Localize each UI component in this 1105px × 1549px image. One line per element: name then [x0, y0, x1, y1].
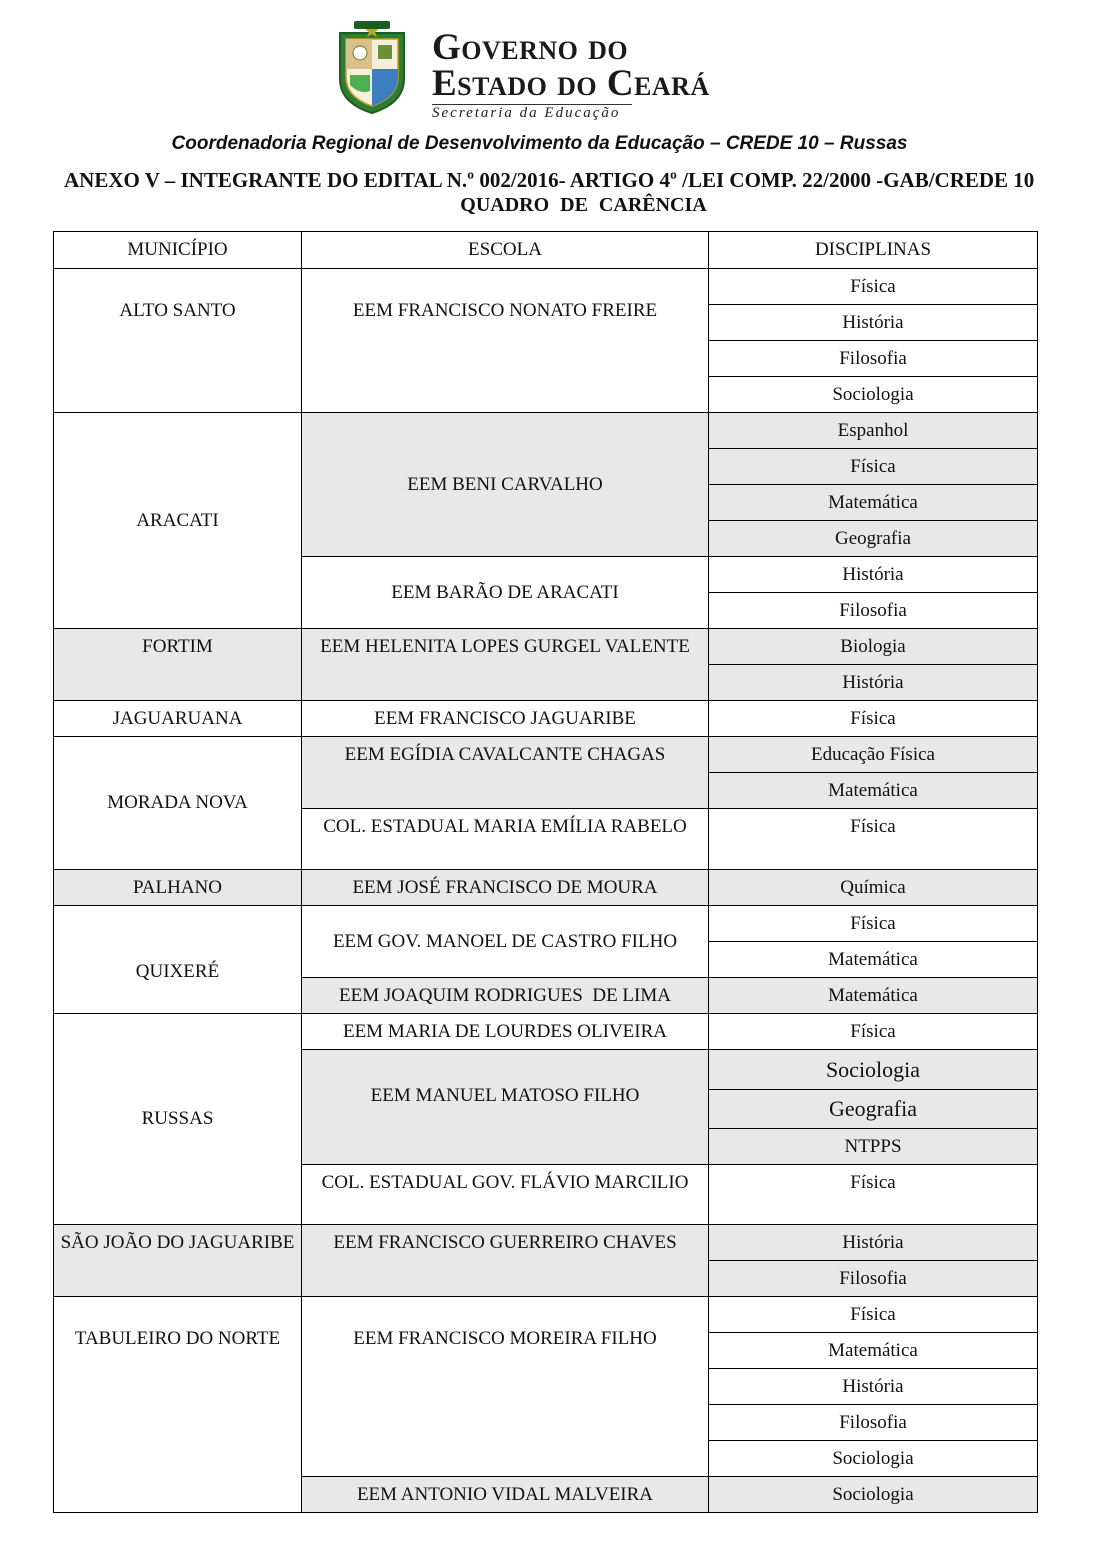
escola-cell: EEM FRANCISCO MOREIRA FILHO	[302, 1297, 709, 1477]
disciplina-cell: NTPPS	[709, 1129, 1038, 1165]
table-row	[54, 1014, 1038, 1050]
escola-cell: EEM FRANCISCO JAGUARIBE	[302, 701, 709, 737]
disciplina-cell: História	[709, 305, 1038, 341]
municipio-cell: ALTO SANTO	[54, 269, 302, 413]
disciplina-cell: Química	[709, 870, 1038, 906]
municipio-cell: SÃO JOÃO DO JAGUARIBE	[54, 1225, 302, 1297]
disciplina-cell: História	[709, 1369, 1038, 1405]
disciplina-cell: Matemática	[709, 773, 1038, 809]
table-header-row	[54, 232, 1038, 269]
carencia-table	[53, 231, 1038, 1513]
state-crest-icon	[336, 19, 408, 115]
quadro-title: QUADRO DE CARÊNCIA	[460, 194, 707, 216]
table-row	[54, 413, 1038, 449]
escola-cell: EEM JOAQUIM RODRIGUES DE LIMA	[302, 978, 709, 1014]
escola-cell: EEM HELENITA LOPES GURGEL VALENTE	[302, 629, 709, 701]
disciplina-cell: Matemática	[709, 485, 1038, 521]
disciplina-cell: Educação Física	[709, 737, 1038, 773]
escola-cell: EEM ANTONIO VIDAL MALVEIRA	[302, 1477, 709, 1513]
escola-cell: EEM MARIA DE LOURDES OLIVEIRA	[302, 1014, 709, 1050]
document-header	[0, 0, 1105, 230]
disciplina-cell: Geografia	[709, 521, 1038, 557]
disciplina-cell: Matemática	[709, 942, 1038, 978]
disciplina-cell: Física	[709, 1014, 1038, 1050]
disciplina-cell: Filosofia	[709, 1261, 1038, 1297]
disciplina-cell: Física	[709, 1297, 1038, 1333]
table-row	[54, 870, 1038, 906]
disciplina-cell: Espanhol	[709, 413, 1038, 449]
disciplina-cell: Física	[709, 809, 1038, 870]
disciplina-cell: Matemática	[709, 1333, 1038, 1369]
column-header-disciplinas: DISCIPLINAS	[709, 232, 1038, 269]
disciplina-cell: Sociologia	[709, 1477, 1038, 1513]
table-row	[54, 1225, 1038, 1261]
escola-cell: COL. ESTADUAL GOV. FLÁVIO MARCILIO	[302, 1165, 709, 1225]
disciplina-cell: Física	[709, 269, 1038, 305]
disciplina-cell: Filosofia	[709, 1405, 1038, 1441]
government-title-block	[432, 27, 710, 122]
municipio-cell: RUSSAS	[54, 1014, 302, 1225]
table-row	[54, 1297, 1038, 1333]
table-row	[54, 629, 1038, 665]
municipio-cell: TABULEIRO DO NORTE	[54, 1297, 302, 1513]
disciplina-cell: História	[709, 1225, 1038, 1261]
column-header-municipio: MUNICÍPIO	[54, 232, 302, 269]
disciplina-cell: Física	[709, 906, 1038, 942]
municipio-cell: PALHANO	[54, 870, 302, 906]
disciplina-cell: História	[709, 557, 1038, 593]
table-row	[54, 737, 1038, 773]
disciplina-cell: Física	[709, 1165, 1038, 1225]
escola-cell: EEM BARÃO DE ARACATI	[302, 557, 709, 629]
anexo-title: ANEXO V – INTEGRANTE DO EDITAL N.º 002/2016- ARTIGO 4º /LEI COMP. 22/2000 -GAB/CREDE 10	[64, 168, 1035, 192]
disciplina-cell: Física	[709, 701, 1038, 737]
disciplina-cell: Sociologia	[709, 1050, 1038, 1090]
table-row	[54, 906, 1038, 942]
secretaria-label: Secretaria da Educação	[432, 104, 632, 122]
column-header-escola: ESCOLA	[302, 232, 709, 269]
municipio-cell: FORTIM	[54, 629, 302, 701]
municipio-cell: QUIXERÉ	[54, 906, 302, 1014]
escola-cell: EEM MANUEL MATOSO FILHO	[302, 1050, 709, 1165]
municipio-cell: JAGUARUANA	[54, 701, 302, 737]
government-title-line1: Governo do	[432, 27, 629, 68]
escola-cell: EEM EGÍDIA CAVALCANTE CHAGAS	[302, 737, 709, 809]
escola-cell: EEM JOSÉ FRANCISCO DE MOURA	[302, 870, 709, 906]
disciplina-cell: Sociologia	[709, 377, 1038, 413]
disciplina-cell: Geografia	[709, 1090, 1038, 1129]
government-title-line2: Estado do Ceará	[432, 63, 710, 104]
municipio-cell: ARACATI	[54, 413, 302, 629]
escola-cell: EEM FRANCISCO GUERREIRO CHAVES	[302, 1225, 709, 1297]
escola-cell: EEM BENI CARVALHO	[302, 413, 709, 557]
disciplina-cell: Biologia	[709, 629, 1038, 665]
coordenadoria-line: Coordenadoria Regional de Desenvolvimento da Educação – CREDE 10 – Russas	[171, 133, 908, 154]
disciplina-cell: Física	[709, 449, 1038, 485]
table-row	[54, 701, 1038, 737]
disciplina-cell: História	[709, 665, 1038, 701]
table-row	[54, 269, 1038, 305]
escola-cell: EEM FRANCISCO NONATO FREIRE	[302, 269, 709, 413]
municipio-cell: MORADA NOVA	[54, 737, 302, 870]
disciplina-cell: Filosofia	[709, 341, 1038, 377]
disciplina-cell: Matemática	[709, 978, 1038, 1014]
escola-cell: EEM GOV. MANOEL DE CASTRO FILHO	[302, 906, 709, 978]
disciplina-cell: Sociologia	[709, 1441, 1038, 1477]
escola-cell: COL. ESTADUAL MARIA EMÍLIA RABELO	[302, 809, 709, 870]
disciplina-cell: Filosofia	[709, 593, 1038, 629]
